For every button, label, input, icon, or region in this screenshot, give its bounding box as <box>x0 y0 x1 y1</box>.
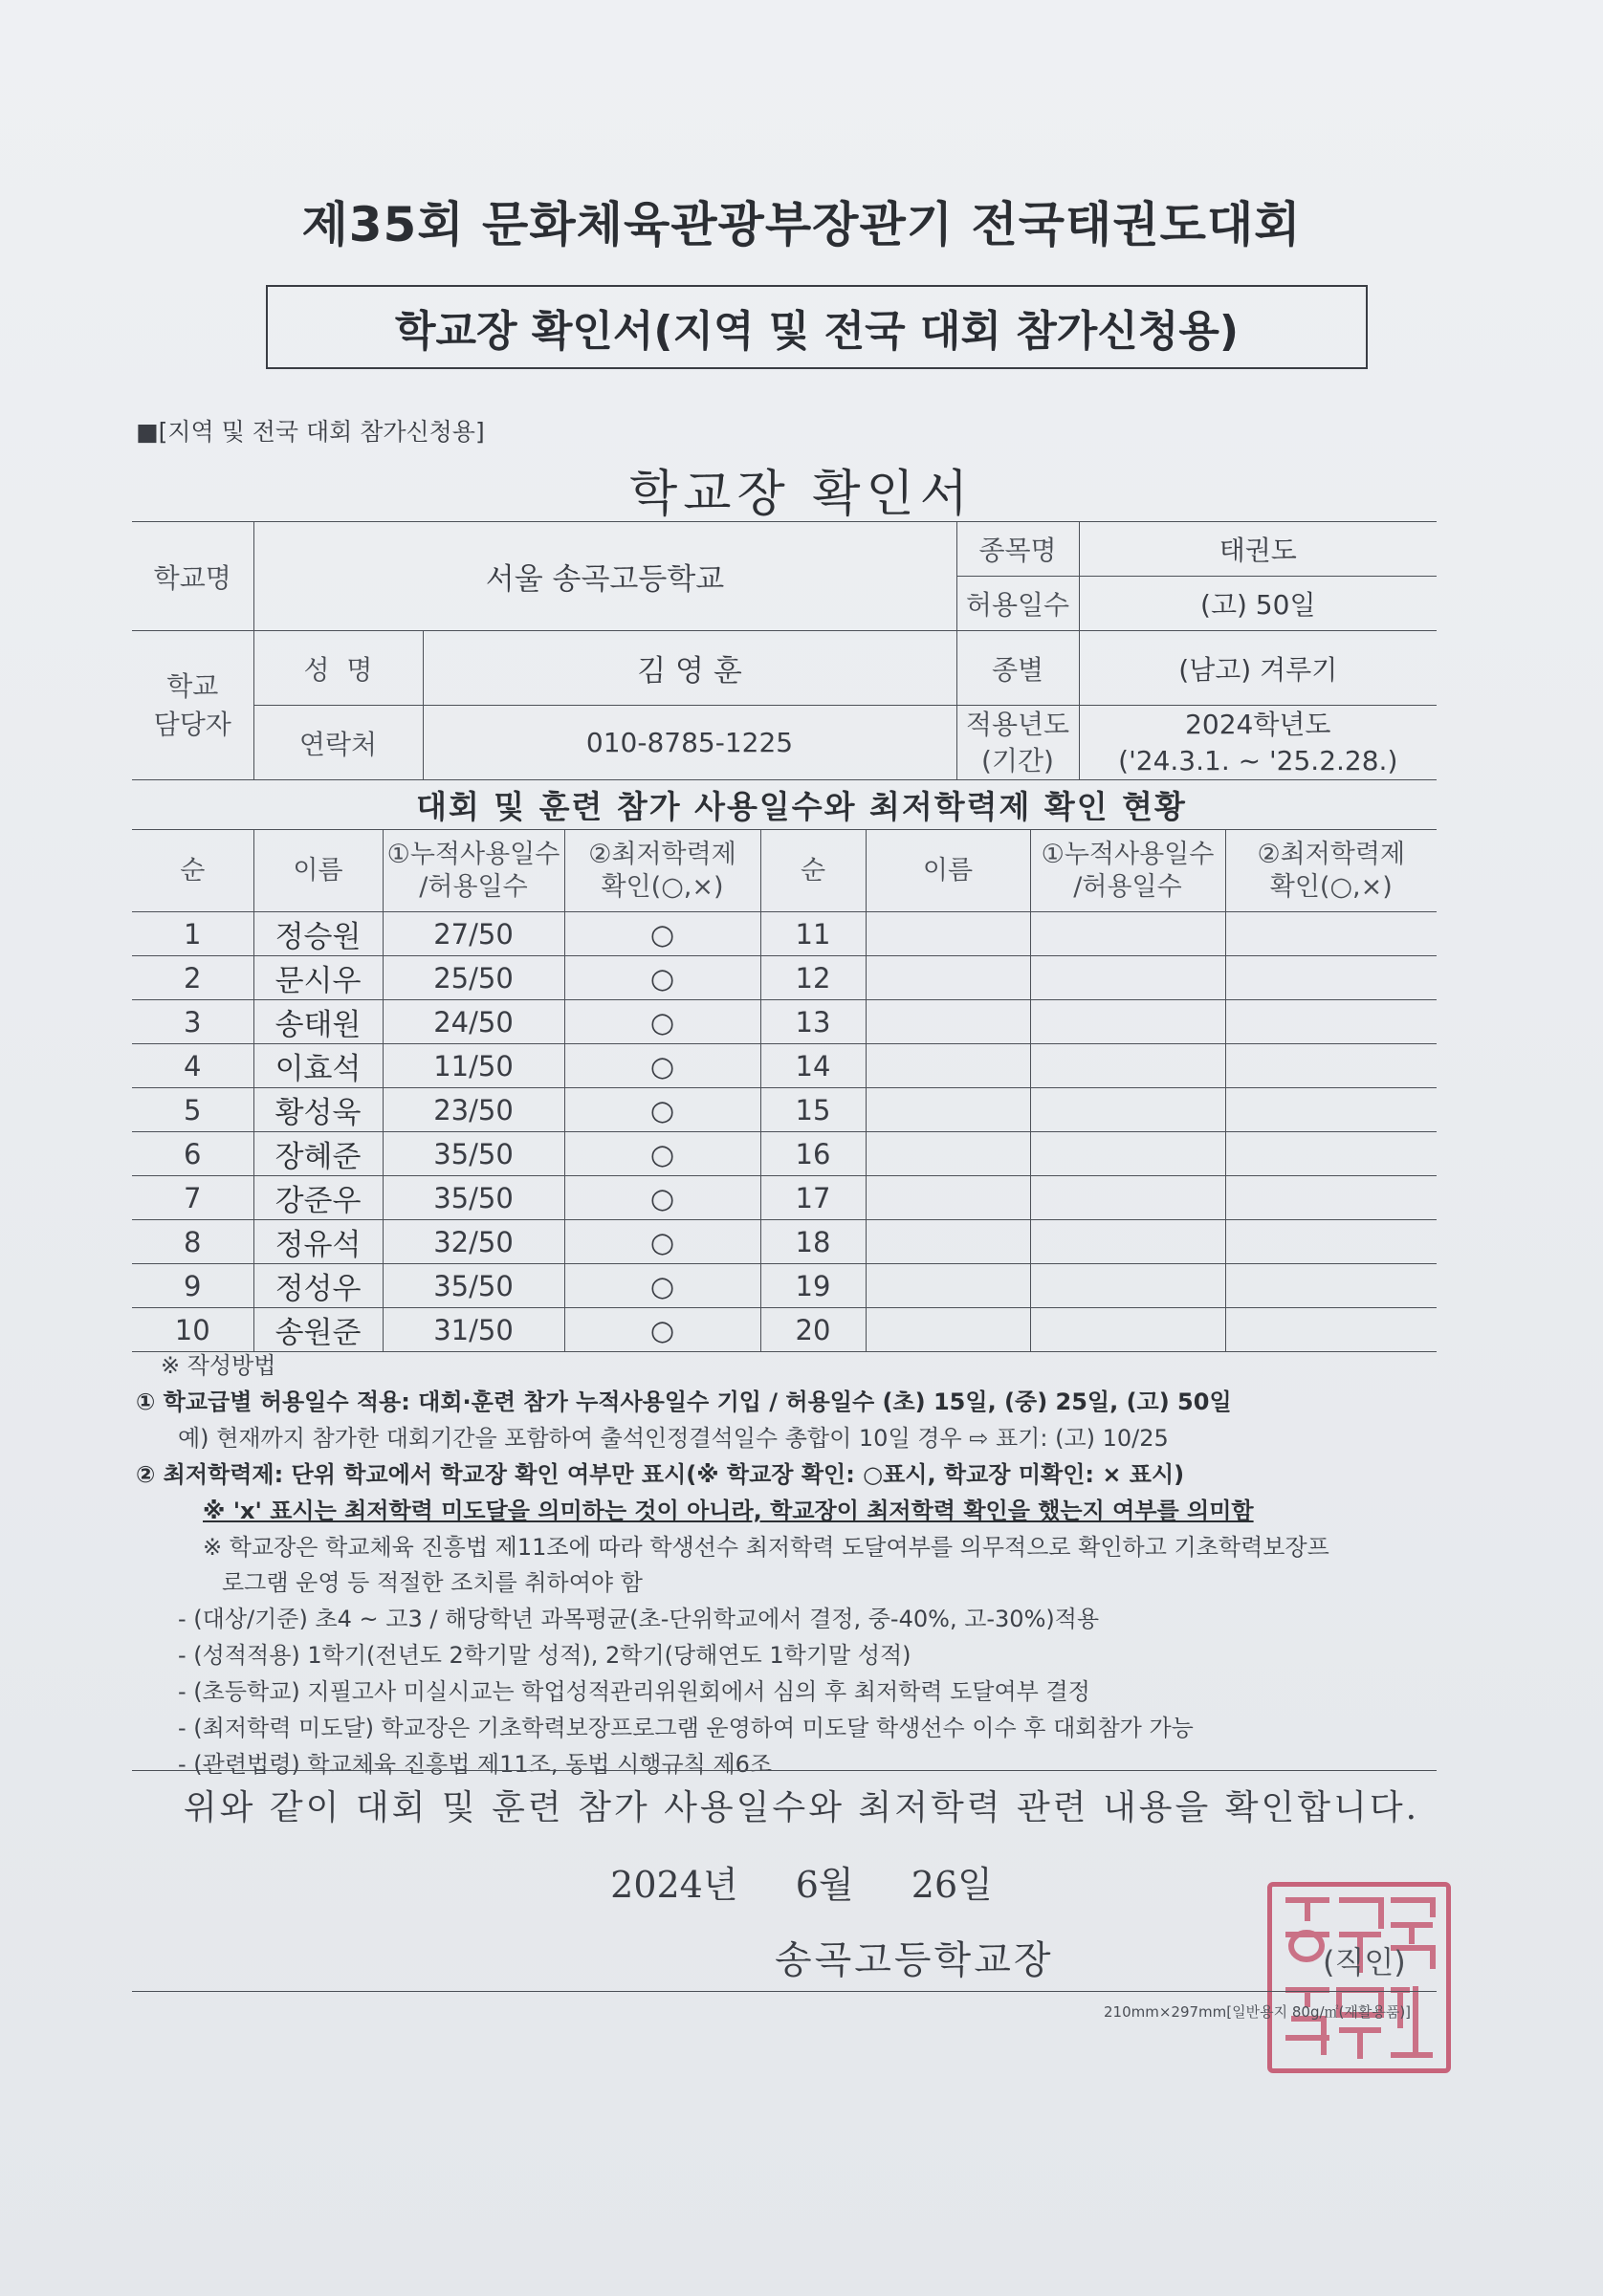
roster-row <box>132 912 1437 956</box>
roster-row <box>132 1088 1437 1132</box>
athlete-name-2 <box>866 1000 1030 1044</box>
document-subtitle: 학교장 확인서(지역 및 전국 대회 참가신청용) <box>266 285 1368 369</box>
category-label: 종별 <box>956 631 1079 706</box>
category-value: (남고) 겨루기 <box>1079 631 1437 706</box>
row-no: 5 <box>132 1088 253 1132</box>
principal-signature: 송곡고등학교장 <box>775 1938 1054 1982</box>
min-academic-check-2 <box>1225 1264 1437 1308</box>
min-academic-check-2 <box>1225 1000 1437 1044</box>
header-name: 이름 <box>253 830 383 912</box>
min-academic-check-2 <box>1225 1132 1437 1176</box>
row-no: 8 <box>132 1220 253 1264</box>
apply-year-value <box>1079 706 1437 780</box>
header-days <box>383 830 564 912</box>
roster-row <box>132 1132 1437 1176</box>
min-academic-check-2 <box>1225 1176 1437 1220</box>
athlete-name: 정유석 <box>253 1220 383 1264</box>
divider-top <box>132 1770 1437 1771</box>
athlete-name: 송원준 <box>253 1308 383 1352</box>
header-check-2-line1: ②최저학력제 <box>1257 839 1406 869</box>
row-no: 10 <box>132 1308 253 1352</box>
min-academic-check: ○ <box>564 1000 760 1044</box>
roster-body <box>132 912 1437 1352</box>
manager-label <box>132 631 253 780</box>
row-no-2: 11 <box>760 912 866 956</box>
header-no: 순 <box>132 830 253 912</box>
header-days-line2: /허용일수 <box>419 871 528 902</box>
row-no: 7 <box>132 1176 253 1220</box>
apply-year-label-line1: 적용년도 <box>965 708 1070 740</box>
row-no-2: 20 <box>760 1308 866 1352</box>
used-days-2 <box>1030 912 1225 956</box>
athlete-name-2 <box>866 1176 1030 1220</box>
detail-target: - (대상/기준) 초4 ~ 고3 / 해당학년 과목평균(초-단위학교에서 결정, 중-40%, 고-30%)적용 <box>178 1606 1100 1633</box>
form-title: 학교장 확인서 <box>629 466 974 523</box>
contact-label: 연락처 <box>253 706 423 780</box>
allowed-days-label: 허용일수 <box>956 577 1079 631</box>
header-check-2-line2: 확인(○,×) <box>1269 871 1393 902</box>
manager-label-line2: 담당자 <box>153 708 231 740</box>
used-days: 11/50 <box>383 1044 564 1088</box>
athlete-name: 송태원 <box>253 1000 383 1044</box>
used-days-2 <box>1030 1176 1225 1220</box>
confirmation-statement: 위와 같이 대회 및 훈련 참가 사용일수와 최저학력 관련 내용을 확인합니다. <box>183 1788 1420 1827</box>
manager-label-line1: 학교 <box>166 670 219 703</box>
row-no: 1 <box>132 912 253 956</box>
athlete-name-2 <box>866 1308 1030 1352</box>
used-days-2 <box>1030 1088 1225 1132</box>
header-days-2-line2: /허용일수 <box>1073 871 1182 902</box>
roster-row <box>132 1308 1437 1352</box>
event-label: 종목명 <box>956 522 1079 577</box>
athlete-name: 강준우 <box>253 1176 383 1220</box>
used-days-2 <box>1030 1264 1225 1308</box>
min-academic-check: ○ <box>564 956 760 1000</box>
row-no: 3 <box>132 1000 253 1044</box>
apply-year-value-line1: 2024학년도 <box>1185 708 1331 740</box>
row-no: 6 <box>132 1132 253 1176</box>
roster-row <box>132 1220 1437 1264</box>
used-days: 24/50 <box>383 1000 564 1044</box>
athlete-name-2 <box>866 1264 1030 1308</box>
form-tag: ■[지역 및 전국 대회 참가신청용] <box>136 418 485 446</box>
athlete-name: 문시우 <box>253 956 383 1000</box>
min-academic-check-2 <box>1225 1220 1437 1264</box>
athlete-name: 이효석 <box>253 1044 383 1088</box>
header-check <box>564 830 760 912</box>
used-days: 35/50 <box>383 1176 564 1220</box>
min-academic-check: ○ <box>564 1176 760 1220</box>
used-days: 35/50 <box>383 1264 564 1308</box>
instruction-2-note-a: ※ 'x' 표시는 최저학력 미도달을 의미하는 것이 아니라, 학교장이 최저학력 확인을 했는지 여부를 의미함 <box>203 1497 1254 1524</box>
issue-date: 2024년 6월 26일 <box>610 1864 993 1906</box>
used-days: 25/50 <box>383 956 564 1000</box>
header-name-2: 이름 <box>866 830 1030 912</box>
used-days: 31/50 <box>383 1308 564 1352</box>
athlete-name-2 <box>866 912 1030 956</box>
instruction-2-note-b2: 로그램 운영 등 적절한 조치를 취하여야 함 <box>222 1569 643 1597</box>
athlete-name-2 <box>866 1220 1030 1264</box>
row-no-2: 18 <box>760 1220 866 1264</box>
roster-row <box>132 1264 1437 1308</box>
document-title: 제35회 문화체육관광부장관기 전국태권도대회 <box>301 197 1302 252</box>
min-academic-check: ○ <box>564 1220 760 1264</box>
allowed-days-value: (고) 50일 <box>1079 577 1437 631</box>
athlete-name: 정승원 <box>253 912 383 956</box>
athlete-name-2 <box>866 956 1030 1000</box>
min-academic-check: ○ <box>564 1044 760 1088</box>
roster-row <box>132 1000 1437 1044</box>
row-no-2: 17 <box>760 1176 866 1220</box>
roster-header-row <box>132 830 1437 912</box>
min-academic-check-2 <box>1225 1308 1437 1352</box>
header-days-line1: ①누적사용일수 <box>386 839 560 869</box>
athlete-name-2 <box>866 1044 1030 1088</box>
min-academic-check-2 <box>1225 1088 1437 1132</box>
min-academic-check: ○ <box>564 1088 760 1132</box>
manager-name-label: 성 명 <box>253 631 423 706</box>
header-check-2 <box>1225 830 1437 912</box>
used-days-2 <box>1030 1220 1225 1264</box>
detail-related-law: - (관련법령) 학교체육 진흥법 제11조, 동법 시행규칙 제6조 <box>178 1750 773 1778</box>
seal-label: (직인) <box>1323 1944 1406 1980</box>
row-no-2: 15 <box>760 1088 866 1132</box>
used-days-2 <box>1030 1308 1225 1352</box>
event-value: 태권도 <box>1079 522 1437 577</box>
writing-instructions <box>136 1348 1475 1783</box>
row-no: 2 <box>132 956 253 1000</box>
used-days-2 <box>1030 956 1225 1000</box>
used-days-2 <box>1030 1044 1225 1088</box>
instruction-1: ① 학교급별 허용일수 적용: 대회·훈련 참가 누적사용일수 기입 / 허용일수 (초) 15일, (중) 25일, (고) 50일 <box>136 1388 1232 1415</box>
instruction-1-example: 예) 현재까지 참가한 대회기간을 포함하여 출석인정결석일수 총합이 10일 경우 ⇨ 표기: (고) 10/25 <box>178 1424 1169 1452</box>
contact-value: 010-8785-1225 <box>423 706 956 780</box>
used-days: 27/50 <box>383 912 564 956</box>
used-days: 32/50 <box>383 1220 564 1264</box>
roster-row <box>132 956 1437 1000</box>
min-academic-check-2 <box>1225 1044 1437 1088</box>
header-days-2-line1: ①누적사용일수 <box>1041 839 1215 869</box>
row-no-2: 13 <box>760 1000 866 1044</box>
instructions-heading: ※ 작성방법 <box>161 1352 276 1379</box>
min-academic-check: ○ <box>564 1308 760 1352</box>
school-name-value: 서울 송곡고등학교 <box>253 522 956 631</box>
athlete-name-2 <box>866 1132 1030 1176</box>
used-days-2 <box>1030 1000 1225 1044</box>
divider-bottom <box>132 1991 1437 1992</box>
detail-grades: - (성적적용) 1학기(전년도 2학기말 성적), 2학기(당해연도 1학기말 성적) <box>178 1642 911 1670</box>
detail-elementary: - (초등학교) 지필고사 미실시교는 학업성적관리위원회에서 심의 후 최저학력 도달여부 결정 <box>178 1678 1090 1706</box>
athlete-name: 황성욱 <box>253 1088 383 1132</box>
instruction-2: ② 최저학력제: 단위 학교에서 학교장 확인 여부만 표시(※ 학교장 확인: ○표시, 학교장 미확인: × 표시) <box>136 1460 1185 1488</box>
used-days: 23/50 <box>383 1088 564 1132</box>
school-info-table <box>132 521 1437 780</box>
athlete-name: 장혜준 <box>253 1132 383 1176</box>
manager-name-value: 김 영 훈 <box>423 631 956 706</box>
row-no-2: 12 <box>760 956 866 1000</box>
row-no-2: 14 <box>760 1044 866 1088</box>
row-no: 9 <box>132 1264 253 1308</box>
min-academic-check-2 <box>1225 912 1437 956</box>
athlete-roster-table <box>132 829 1437 1352</box>
athlete-name-2 <box>866 1088 1030 1132</box>
apply-year-label <box>956 706 1079 780</box>
school-name-label: 학교명 <box>132 522 253 631</box>
header-check-line2: 확인(○,×) <box>601 871 724 902</box>
used-days-2 <box>1030 1132 1225 1176</box>
roster-row <box>132 1044 1437 1088</box>
status-heading: 대회 및 훈련 참가 사용일수와 최저학력제 확인 현황 <box>416 788 1187 825</box>
athlete-name: 정성우 <box>253 1264 383 1308</box>
header-days-2 <box>1030 830 1225 912</box>
used-days: 35/50 <box>383 1132 564 1176</box>
apply-year-value-line2: ('24.3.1. ~ '25.2.28.) <box>1118 744 1398 776</box>
header-no-2: 순 <box>760 830 866 912</box>
instruction-2-note-b1: ※ 학교장은 학교체육 진흥법 제11조에 따라 학생선수 최저학력 도달여부를 의무적으로 확인하고 기초학력보장프 <box>203 1533 1329 1561</box>
min-academic-check: ○ <box>564 912 760 956</box>
paper-size-note: 210mm×297mm[일반용지 80g/㎡(재활용품)] <box>1104 2003 1412 2021</box>
row-no-2: 16 <box>760 1132 866 1176</box>
detail-below-minimum: - (최저학력 미도달) 학교장은 기초학력보장프로그램 운영하여 미도달 학생선수 이수 후 대회참가 가능 <box>178 1715 1194 1742</box>
roster-row <box>132 1176 1437 1220</box>
min-academic-check-2 <box>1225 956 1437 1000</box>
min-academic-check: ○ <box>564 1132 760 1176</box>
header-check-line1: ②최저학력제 <box>588 839 736 869</box>
row-no-2: 19 <box>760 1264 866 1308</box>
min-academic-check: ○ <box>564 1264 760 1308</box>
apply-year-label-line2: (기간) <box>981 744 1054 776</box>
row-no: 4 <box>132 1044 253 1088</box>
